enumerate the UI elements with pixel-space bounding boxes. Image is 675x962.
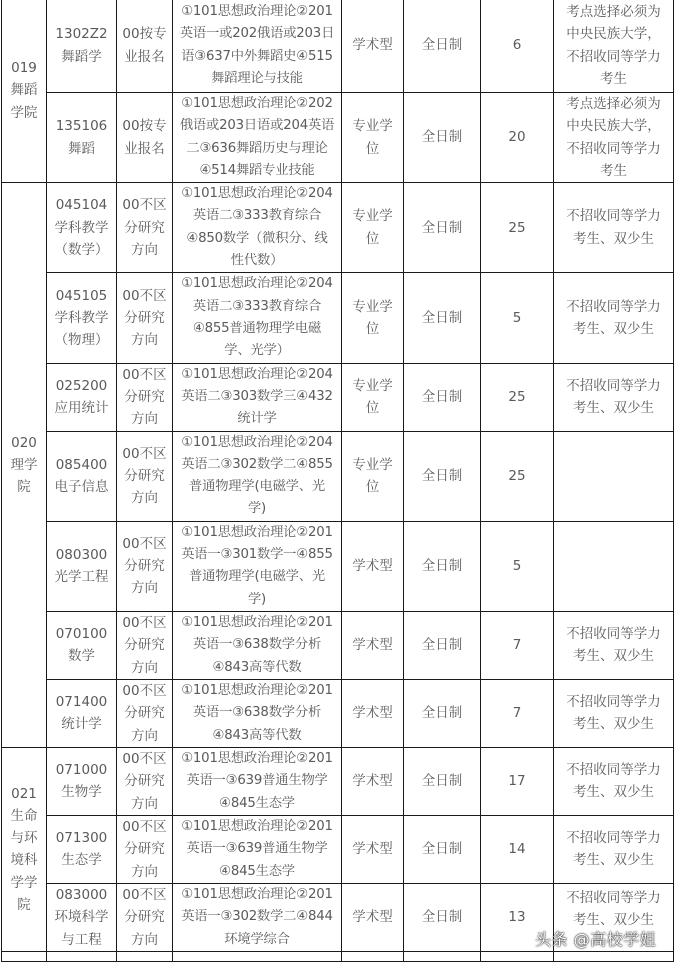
remark-cell: 不招收同等学力 考生、双少生 — [554, 679, 674, 747]
empty-cell — [173, 951, 342, 961]
study-mode-cell: 全日制 — [404, 273, 481, 363]
table-row — [2, 611, 674, 679]
watermark: 头条 @高校学姐 — [535, 930, 657, 949]
study-mode-cell: 全日制 — [404, 363, 481, 431]
remark-cell: 不招收同等学力 考生、双少生 — [554, 883, 674, 951]
degree-type-cell: 专业学 位 — [342, 93, 404, 183]
exam-subjects-cell: ①101思想政治理论②201 英语一③638数学分析 ④843高等代数 — [173, 611, 342, 679]
direction-cell: 00不区 分研究 方向 — [117, 183, 173, 273]
major-cell: 071000 生物学 — [47, 747, 117, 815]
exam-subjects-cell: ①101思想政治理论②201 英语一③639普通生物学 ④845生态学 — [173, 815, 342, 883]
empty-cell — [404, 951, 481, 961]
empty-cell — [117, 951, 173, 961]
exam-subjects-cell: ①101思想政治理论②204 英语二③302数学二④855 普通物理学(电磁学、光 学) — [173, 431, 342, 521]
major-cell: 085400 电子信息 — [47, 431, 117, 521]
degree-type-cell: 专业学 位 — [342, 273, 404, 363]
enrollment-count-cell: 5 — [481, 273, 554, 363]
enrollment-count-cell: 25 — [481, 431, 554, 521]
table-row — [2, 747, 674, 815]
direction-cell: 00按专 业报名 — [117, 0, 173, 93]
direction-cell: 00不区 分研究 方向 — [117, 273, 173, 363]
major-cell: 045105 学科教学 （物理） — [47, 273, 117, 363]
admissions-table — [1, 0, 674, 962]
major-cell: 083000 环境科学 与工程 — [47, 883, 117, 951]
degree-type-cell: 学术型 — [342, 521, 404, 611]
degree-type-cell: 学术型 — [342, 611, 404, 679]
exam-subjects-cell: ①101思想政治理论②201 英语一③639普通生物学 ④845生态学 — [173, 747, 342, 815]
major-cell: 025200 应用统计 — [47, 363, 117, 431]
degree-type-cell: 学术型 — [342, 679, 404, 747]
degree-type-cell: 专业学 位 — [342, 363, 404, 431]
remark-cell — [554, 521, 674, 611]
major-cell: 071300 生态学 — [47, 815, 117, 883]
exam-subjects-cell: ①101思想政治理论②201 英语一③301数学一④855 普通物理学(电磁学、光 学) — [173, 521, 342, 611]
direction-cell: 00不区 分研究 方向 — [117, 883, 173, 951]
study-mode-cell: 全日制 — [404, 93, 481, 183]
study-mode-cell: 全日制 — [404, 611, 481, 679]
table-row — [2, 679, 674, 747]
major-cell: 045104 学科教学 （数学） — [47, 183, 117, 273]
enrollment-count-cell: 7 — [481, 611, 554, 679]
enrollment-count-cell: 7 — [481, 679, 554, 747]
table-row — [2, 0, 674, 93]
exam-subjects-cell: ①101思想政治理论②201 英语一③638数学分析 ④843高等代数 — [173, 679, 342, 747]
table-row — [2, 363, 674, 431]
enrollment-count-cell: 13 — [481, 883, 554, 951]
college-cell: 020 理学 院 — [2, 183, 47, 748]
major-cell: 135106 舞蹈 — [47, 93, 117, 183]
major-cell: 070100 数学 — [47, 611, 117, 679]
empty-cell — [481, 951, 554, 961]
study-mode-cell: 全日制 — [404, 815, 481, 883]
enrollment-count-cell: 25 — [481, 363, 554, 431]
enrollment-count-cell: 5 — [481, 521, 554, 611]
degree-type-cell: 学术型 — [342, 815, 404, 883]
college-cell: 021 生命 与环 境科 学学 院 — [2, 747, 47, 951]
enrollment-count-cell: 25 — [481, 183, 554, 273]
exam-subjects-cell: ①101思想政治理论②204 英语二③303数学三④432 统计学 — [173, 363, 342, 431]
study-mode-cell: 全日制 — [404, 0, 481, 93]
table-row-partial — [2, 951, 674, 961]
study-mode-cell: 全日制 — [404, 431, 481, 521]
remark-cell: 考点选择必须为 中央民族大学， 不招收同等学力 考生 — [554, 93, 674, 183]
exam-subjects-cell: ①101思想政治理论②204 英语二③333教育综合 ④855普通物理学电磁 学、光学） — [173, 273, 342, 363]
remark-cell: 不招收同等学力 考生、双少生 — [554, 611, 674, 679]
exam-subjects-cell: ①101思想政治理论②201 英语一③302数学二④844 环境学综合 — [173, 883, 342, 951]
college-cell: 019 舞蹈 学院 — [2, 0, 47, 183]
remark-cell: 不招收同等学力 考生、双少生 — [554, 183, 674, 273]
remark-cell: 不招收同等学力 考生、双少生 — [554, 747, 674, 815]
study-mode-cell: 全日制 — [404, 883, 481, 951]
direction-cell: 00不区 分研究 方向 — [117, 363, 173, 431]
study-mode-cell: 全日制 — [404, 679, 481, 747]
table-row — [2, 431, 674, 521]
direction-cell: 00不区 分研究 方向 — [117, 815, 173, 883]
table-row — [2, 183, 674, 273]
degree-type-cell: 专业学 位 — [342, 183, 404, 273]
study-mode-cell: 全日制 — [404, 183, 481, 273]
degree-type-cell: 专业学 位 — [342, 431, 404, 521]
degree-type-cell: 学术型 — [342, 747, 404, 815]
study-mode-cell: 全日制 — [404, 747, 481, 815]
direction-cell: 00不区 分研究 方向 — [117, 431, 173, 521]
empty-cell — [2, 951, 47, 961]
exam-subjects-cell: ①101思想政治理论②204 英语二③333教育综合 ④850数学（微积分、线 性代数） — [173, 183, 342, 273]
empty-cell — [554, 951, 674, 961]
degree-type-cell: 学术型 — [342, 0, 404, 93]
remark-cell — [554, 431, 674, 521]
direction-cell: 00不区 分研究 方向 — [117, 521, 173, 611]
direction-cell: 00按专 业报名 — [117, 93, 173, 183]
remark-cell: 不招收同等学力 考生、双少生 — [554, 815, 674, 883]
table-row — [2, 815, 674, 883]
empty-cell — [342, 951, 404, 961]
direction-cell: 00不区 分研究 方向 — [117, 611, 173, 679]
direction-cell: 00不区 分研究 方向 — [117, 679, 173, 747]
remark-cell: 考点选择必须为 中央民族大学， 不招收同等学力 考生 — [554, 0, 674, 93]
degree-type-cell: 学术型 — [342, 883, 404, 951]
table-row — [2, 93, 674, 183]
enrollment-count-cell: 20 — [481, 93, 554, 183]
major-cell: 071400 统计学 — [47, 679, 117, 747]
direction-cell: 00不区 分研究 方向 — [117, 747, 173, 815]
exam-subjects-cell: ①101思想政治理论②202 俄语或203日语或204英语 二③636舞蹈历史与理论 ④514舞蹈专业技能 — [173, 93, 342, 183]
enrollment-count-cell: 6 — [481, 0, 554, 93]
major-cell: 1302Z2 舞蹈学 — [47, 0, 117, 93]
remark-cell: 不招收同等学力 考生、双少生 — [554, 363, 674, 431]
enrollment-count-cell: 17 — [481, 747, 554, 815]
enrollment-count-cell: 14 — [481, 815, 554, 883]
study-mode-cell: 全日制 — [404, 521, 481, 611]
table-row — [2, 273, 674, 363]
exam-subjects-cell: ①101思想政治理论②201 英语一或202俄语或203日 语③637中外舞蹈史④515 舞蹈理论与技能 — [173, 0, 342, 93]
major-cell: 080300 光学工程 — [47, 521, 117, 611]
empty-cell — [47, 951, 117, 961]
remark-cell: 不招收同等学力 考生、双少生 — [554, 273, 674, 363]
table-row — [2, 521, 674, 611]
